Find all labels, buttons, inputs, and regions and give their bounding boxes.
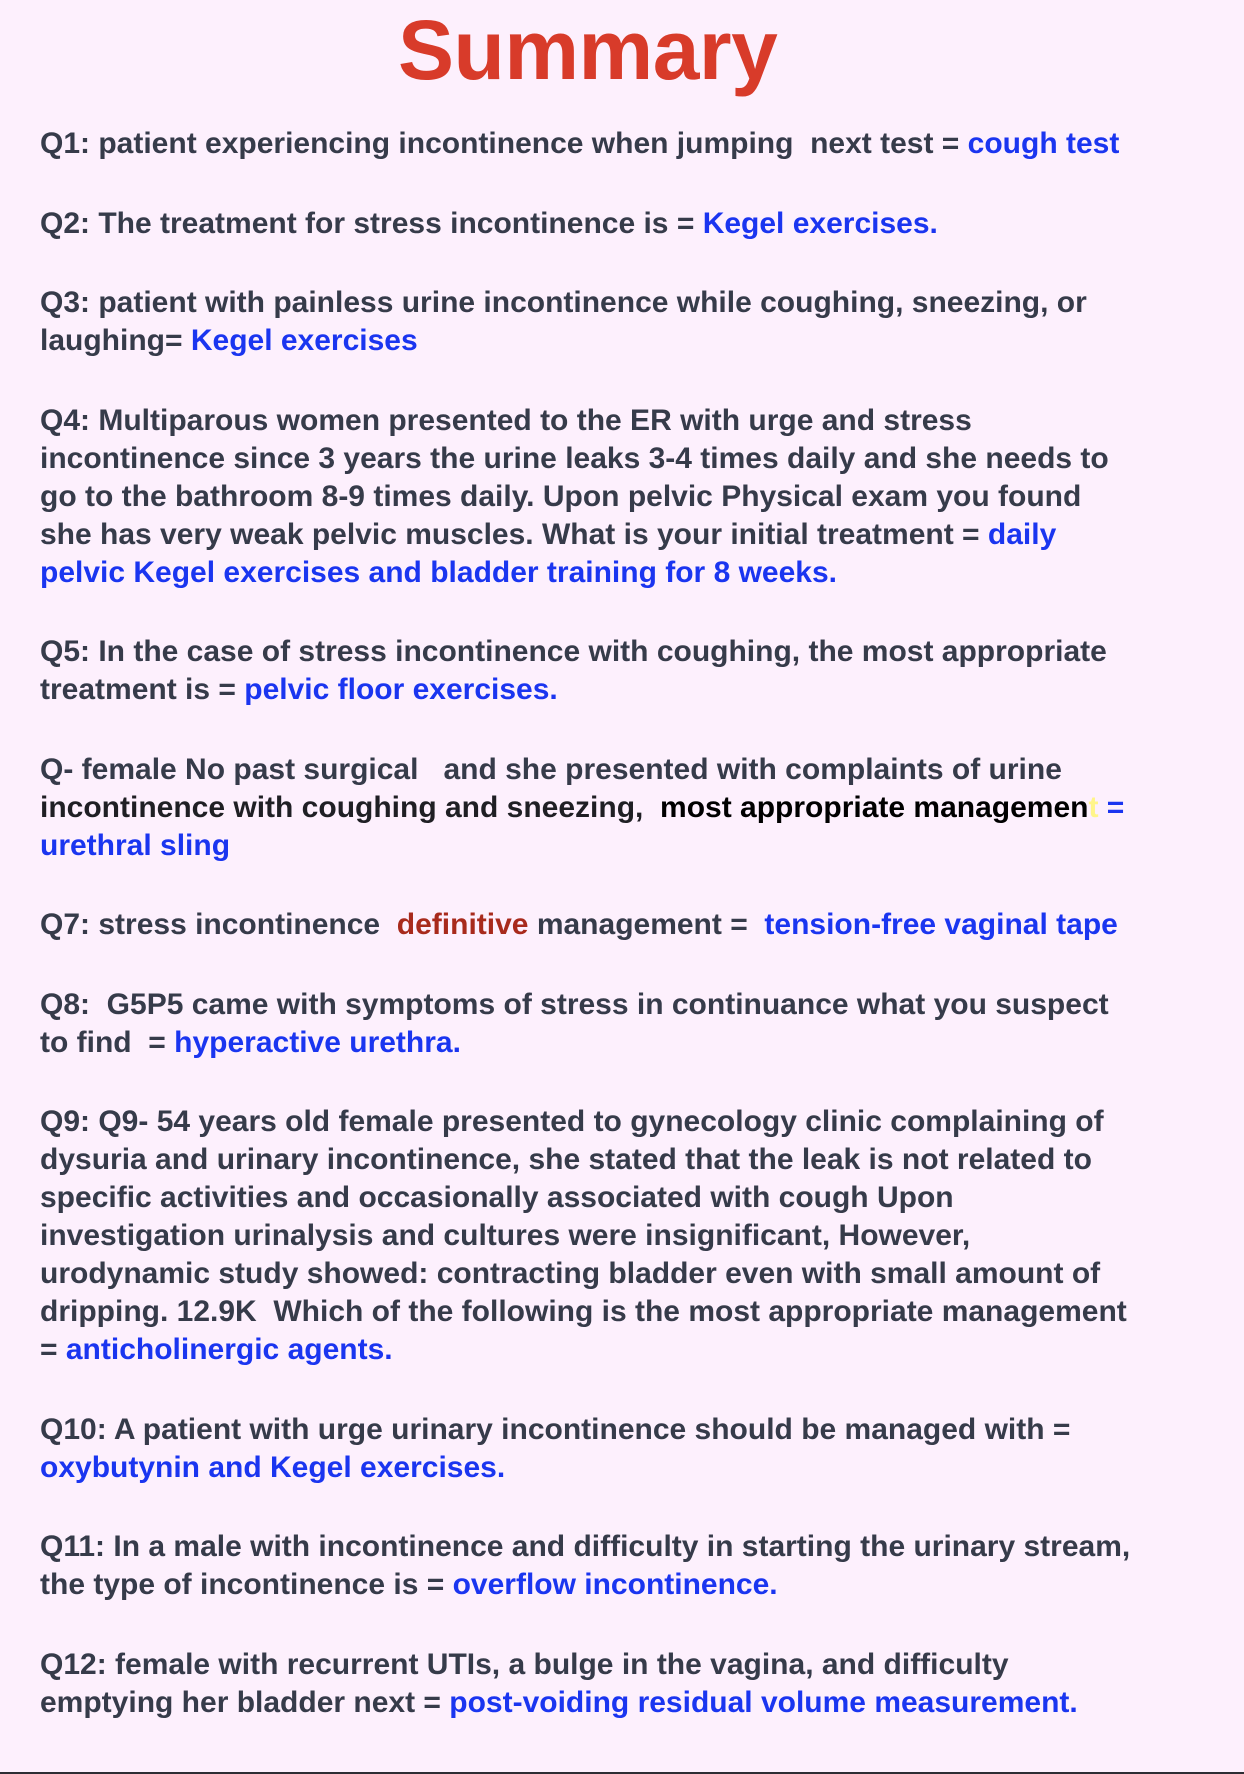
qa-list bbox=[40, 125, 1230, 1763]
qa-line: Q11: In a male with incontinence and difficulty in starting the urinary stream, bbox=[40, 1530, 1131, 1563]
qa-item-q6 bbox=[40, 751, 1230, 865]
answer-text: pelvic floor exercises. bbox=[244, 673, 558, 706]
qa-line: dysuria and urinary incontinence, she stated that the leak is not related to bbox=[40, 1143, 1092, 1176]
question-text: to find = bbox=[40, 1025, 175, 1059]
qa-line: Q4: Multiparous women presented to the ER with urge and stress bbox=[40, 403, 972, 437]
emphasis-word: definitive bbox=[396, 908, 529, 941]
qa-line: Q5: In the case of stress incontinence with coughing, the most appropriate bbox=[40, 635, 1107, 668]
qa-line bbox=[40, 1684, 1230, 1722]
qa-line bbox=[40, 322, 1230, 360]
qa-item-q4 bbox=[40, 402, 1230, 592]
answer-text: Kegel exercises. bbox=[702, 206, 938, 240]
answer-text: anticholinergic agents. bbox=[65, 1333, 393, 1366]
answer-text: pelvic Kegel exercises and bladder training for 8 weeks. bbox=[40, 555, 837, 589]
question-text-emphasis: most appropriate managemen bbox=[660, 790, 1089, 824]
qa-line: Q3: patient with painless urine incontinence while coughing, sneezing, or bbox=[40, 286, 1087, 319]
qa-line bbox=[40, 516, 1230, 554]
qa-line bbox=[40, 1024, 1230, 1062]
qa-line: incontinence since 3 years the urine leaks 3-4 times daily and she needs to bbox=[40, 441, 1109, 475]
qa-line: investigation urinalysis and cultures were insignificant, However, bbox=[40, 1219, 971, 1252]
qa-line bbox=[40, 1331, 1230, 1369]
qa-item-q1 bbox=[40, 125, 1230, 163]
question-text: Q1: patient experiencing incontinence when jumping next test = bbox=[40, 127, 968, 160]
qa-item-q11 bbox=[40, 1528, 1230, 1604]
question-text: Q7: stress incontinence bbox=[40, 908, 397, 941]
answer-text: overflow incontinence. bbox=[452, 1568, 778, 1601]
qa-item-q2 bbox=[40, 205, 1230, 243]
qa-line bbox=[40, 125, 1230, 163]
question-text: she has very weak pelvic muscles. What is your initial treatment = bbox=[40, 517, 988, 551]
qa-line bbox=[40, 205, 1230, 243]
qa-line: Q12: female with recurrent UTIs, a bulge in the vagina, and difficulty bbox=[40, 1647, 1009, 1681]
qa-line: go to the bathroom 8-9 times daily. Upon pelvic Physical exam you found bbox=[40, 479, 1082, 513]
qa-line bbox=[40, 906, 1230, 944]
equals-sign: = bbox=[1098, 790, 1125, 824]
page-title: Summary bbox=[398, 3, 778, 97]
qa-line: Q8: G5P5 came with symptoms of stress in continuance what you suspect bbox=[40, 987, 1109, 1021]
question-text: Q2: The treatment for stress incontinence is = bbox=[40, 206, 703, 240]
answer-text: tension-free vaginal tape bbox=[764, 908, 1118, 941]
qa-item-q12 bbox=[40, 1646, 1230, 1722]
highlighted-letter: t bbox=[1088, 790, 1099, 824]
qa-item-q9 bbox=[40, 1103, 1230, 1369]
question-text: = bbox=[40, 1333, 66, 1366]
answer-text: urethral sling bbox=[40, 828, 231, 862]
answer-text: hyperactive urethra. bbox=[174, 1025, 461, 1059]
answer-text: cough test bbox=[967, 127, 1120, 160]
qa-line bbox=[40, 789, 1230, 827]
qa-line: dripping. 12.9K Which of the following is the most appropriate management bbox=[40, 1295, 1127, 1328]
answer-text: Kegel exercises bbox=[190, 324, 418, 357]
answer-text: post-voiding residual volume measurement. bbox=[449, 1685, 1078, 1719]
qa-item-q10 bbox=[40, 1411, 1230, 1487]
qa-item-q5 bbox=[40, 633, 1230, 709]
qa-line: specific activities and occasionally associated with cough Upon bbox=[40, 1181, 954, 1214]
qa-item-q7 bbox=[40, 906, 1230, 944]
answer-text: oxybutynin and Kegel exercises. bbox=[40, 1450, 506, 1484]
question-text: management = bbox=[528, 908, 765, 941]
qa-line: Q9: Q9- 54 years old female presented to gynecology clinic complaining of bbox=[40, 1105, 1104, 1138]
question-text: incontinence with coughing and sneezing, bbox=[40, 790, 661, 824]
question-text: treatment is = bbox=[40, 673, 245, 706]
question-text: emptying her bladder next = bbox=[40, 1685, 450, 1719]
question-text: the type of incontinence is = bbox=[40, 1568, 453, 1601]
qa-item-q8 bbox=[40, 986, 1230, 1062]
qa-line: Q10: A patient with urge urinary incontinence should be managed with = bbox=[40, 1412, 1071, 1446]
qa-line bbox=[40, 671, 1230, 709]
question-text: laughing= bbox=[40, 324, 191, 357]
qa-line bbox=[40, 1566, 1230, 1604]
qa-item-q3 bbox=[40, 284, 1230, 360]
answer-text: daily bbox=[987, 517, 1057, 551]
qa-line: Q- female No past surgical and she presented with complaints of urine bbox=[40, 752, 1062, 786]
qa-line: urodynamic study showed: contracting bladder even with small amount of bbox=[40, 1257, 1101, 1290]
